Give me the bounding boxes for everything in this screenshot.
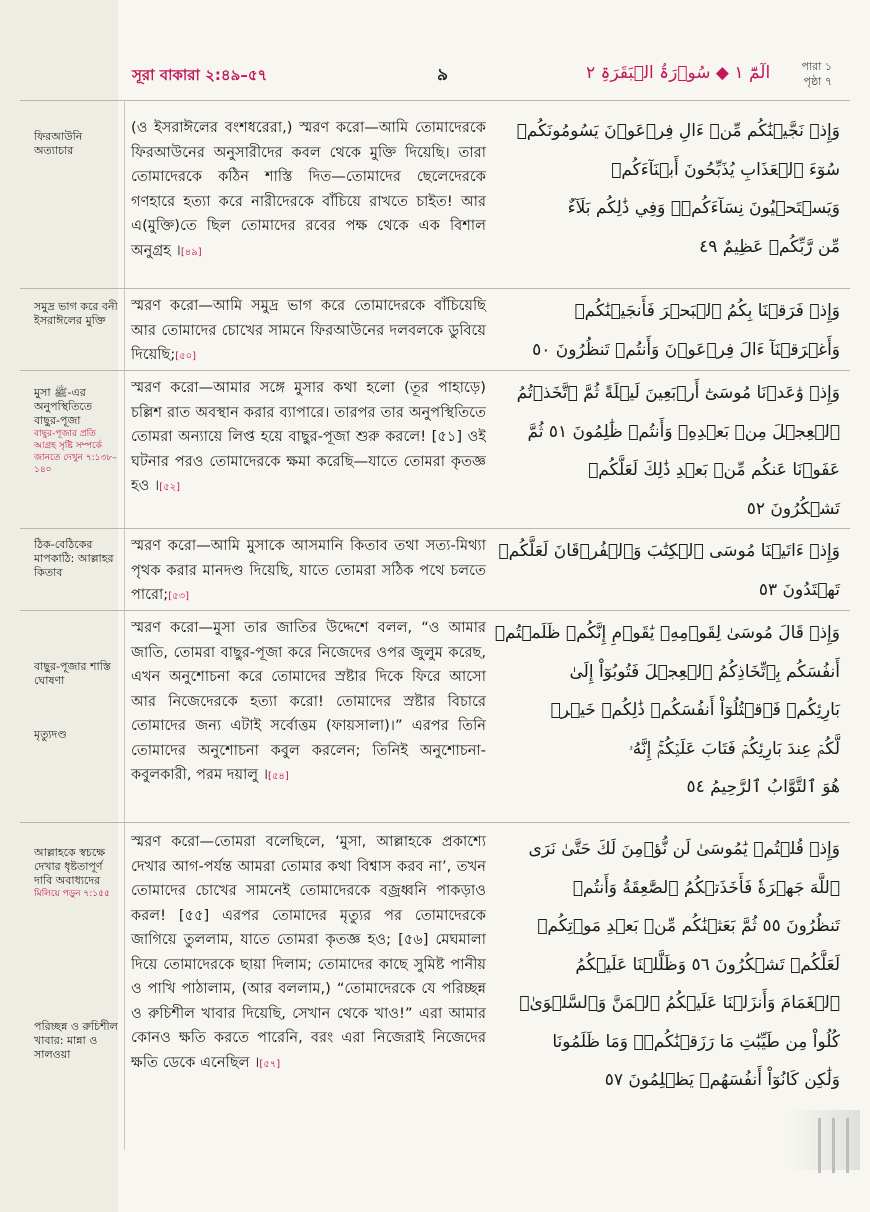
verse-number: [৫২] <box>159 482 181 493</box>
margin-note <box>34 846 120 900</box>
translation-text: স্মরণ করো—আমার সঙ্গে মুসার কথা হলো (তূর পাহাড়ে) চল্লিশ রাত অবস্থান করার ব্যাপারে। তারপর তার অনুপস্থিতিতে তোমরা অন্যায়ে লিপ্ত হয়ে বাছুর-পূজা শুরু করলে! [৫১] ওই ঘটনার পরও তোমাদেরকে ক্ষমা করেছি—যাতে তোমরা কৃতজ্ঞ হও । <box>131 379 486 494</box>
margin-note-text: ঠিক-বেঠিকের মাপকাঠি: আল্লাহর কিতাব <box>34 538 114 579</box>
para-label: পারা ১ <box>801 60 832 73</box>
verse-block-54 <box>0 612 870 822</box>
arabic-text <box>500 830 840 1100</box>
verse-number: [৫৭] <box>259 1058 281 1070</box>
arabic-line: ٱللَّهَ جَهۡرَةٗ فَأَخَذَتۡكُمُ ٱلصَّٰعِقَةُ وَأَنتُمۡ <box>572 877 840 898</box>
margin-note <box>34 538 120 580</box>
margin-note <box>34 660 120 688</box>
margin-note-text: আল্লাহকে স্বচক্ষে দেখার ধৃষ্টতাপূর্ণ দাবি অবাধ্যদের <box>34 846 106 887</box>
page-label: পৃষ্ঠা ৭ <box>803 75 832 88</box>
page-number: ৯ <box>437 65 449 85</box>
arabic-line: تَهۡتَدُونَ ٥٣ <box>758 579 840 600</box>
verse-block-53 <box>0 530 870 610</box>
arabic-text <box>500 532 840 609</box>
bengali-translation <box>131 830 486 1077</box>
arabic-line: وَإِذۡ قَالَ مُوسَىٰ لِقَوۡمِهِۦ يَٰقَوۡمِ إِنَّكُمۡ ظَلَمۡتُمۡ <box>494 623 840 643</box>
arabic-line: ٱلۡعِجۡلَ مِنۢ بَعۡدِهِۦ وَأَنتُمۡ ظَٰلِمُونَ ٥١ ثُمَّ <box>527 421 840 442</box>
arabic-line: وَيَسۡتَحۡيُونَ نِسَآءَكُمۡۚ وَفِي ذَٰلِكُم بَلَآءٌ <box>567 198 840 218</box>
cross-reference: মিলিয়ে পড়ুন ৭:১৫৫ <box>34 889 110 899</box>
arabic-line: كُلُواْ مِن طَيِّبَٰتِ مَا رَزَقۡنَٰكُمۡۚ وَمَا ظَلَمُونَا <box>552 1031 840 1052</box>
arabic-line: لَّكُمۡ عِندَ بَارِئِكُمۡ فَتَابَ عَلَيۡكُمۡۚ إِنَّهُۥ <box>628 738 840 759</box>
arabic-line: وَإِذۡ ءَاتَيۡنَا مُوسَى ٱلۡكِتَٰبَ وَٱلۡفُرۡقَانَ لَعَلَّكُمۡ <box>498 541 840 561</box>
translation-text: স্মরণ করো—আমি সমুদ্র ভাগ করে তোমাদেরকে বাঁচিয়েছি আর তোমাদের চোখের সামনে ফিরআউনের দলবলকে ডুবিয়ে দিয়েছি; <box>131 297 486 363</box>
margin-note <box>34 300 120 328</box>
margin-note-text: মৃত্যুদণ্ড <box>34 728 67 741</box>
verse-number: [৫৩] <box>168 591 189 602</box>
verse-block-51-52 <box>0 372 870 528</box>
verse-number: [৫৪] <box>268 771 289 782</box>
arabic-text <box>500 292 840 369</box>
arabic-text <box>500 112 840 266</box>
translation-text: স্মরণ করো—তোমরা বলেছিলে, ‘মুসা, আল্লাহকে প্রকাশ্যে দেখার আগ-পর্যন্ত আমরা তোমার কথা বিশ্বাস করব না’, তখন তোমাদের চোখের সামনেই তোমাদেরকে বজ্রধ্বনি পাকড়াও করল! [৫৫] এরপর তোমাদের মৃত্যুর পর তোমাদেরকে জাগিয়ে তুললাম, যাতে তোমরা কৃতজ্ঞ হও; [৫৬] মেঘমালা দিয়ে তোমাদেরকে ছায়া দিলাম; তোমাদের কাছে সুমিষ্ট পানীয় ও পাখি পাঠালাম, (আর বললাম,) “তোমাদেরকে যে পরিচ্ছন্ন ও রুচিশীল খাবার দিয়েছি, সেখান থেকে খাও!” এরা আমার কোনও ক্ষতি করতে পারেনি, বরং এরা নিজেরাই নিজেদের ক্ষতি ডেকে এনেছিল । <box>131 833 486 1071</box>
verse-number: [৫০] <box>175 351 197 362</box>
margin-note-text: ফিরআউনি অত্যাচার <box>34 130 83 157</box>
arabic-line: هُوَ ٱلتَّوَّابُ ٱلرَّحِيمُ ٥٤ <box>686 777 840 797</box>
page-edge-mark <box>846 1118 849 1173</box>
verse-number: [৪৯] <box>180 246 202 258</box>
arabic-line: وَإِذۡ وَٰعَدۡنَا مُوسَىٰٓ أَرۡبَعِينَ لَيۡلَةً ثُمَّ ٱتَّخَذۡتُمُ <box>516 383 840 403</box>
arabic-text <box>500 374 840 528</box>
page-edge-mark <box>818 1118 821 1173</box>
section-divider <box>20 370 850 371</box>
arabic-line: وَإِذۡ فَرَقۡنَا بِكُمُ ٱلۡبَحۡرَ فَأَنجَيۡنَٰكُمۡ <box>574 301 840 321</box>
arabic-line: وَأَغۡرَقۡنَآ ءَالَ فِرۡعَوۡنَ وَأَنتُمۡ تَنظُرُونَ ٥٠ <box>532 339 840 360</box>
bengali-translation <box>131 616 486 790</box>
verse-block-49 <box>0 108 870 288</box>
arabic-line: بَارِئِكُمۡ فَٱقۡتُلُوٓاْ أَنفُسَكُمۡ ذَٰلِكُمۡ خَيۡرٞ <box>550 700 840 720</box>
header-divider <box>20 100 850 101</box>
arabic-line: وَإِذۡ قُلۡتُمۡ يَٰمُوسَىٰ لَن نُّؤۡمِنَ لَكَ حَتَّىٰ نَرَى <box>528 839 840 859</box>
verse-block-50 <box>0 290 870 370</box>
margin-note <box>34 728 120 742</box>
translation-text: স্মরণ করো—আমি মুসাকে আসমানি কিতাব তথা সত্য-মিথ্যা পৃথক করার মানদণ্ড দিয়েছি, যাতে তোমরা সঠিক পথে চলতে পারো; <box>131 537 486 603</box>
translation-text: (ও ইসরাঈলের বংশধরেরা,) স্মরণ করো—আমি তোমাদেরকে ফিরআউনের অনুসারীদের কবল থেকে মুক্তি দিয়েছি। তারা তোমাদেরকে কঠিন শাস্তি দিত—তোমাদের ছেলেদেরকে গণহারে হত্যা করে নারীদেরকে বাঁচিয়ে রাখতে চাইত! আর এ(মুক্তি)তে ছিল তোমাদের রবের পক্ষ থেকে এক বিশাল অনুগ্রহ । <box>131 119 486 259</box>
bengali-translation <box>131 294 486 370</box>
section-divider <box>20 822 850 823</box>
arabic-line: لَعَلَّكُمۡ تَشۡكُرُونَ ٥٦ وَظَلَّلۡنَا عَلَيۡكُمُ <box>575 954 840 975</box>
arabic-line: ٱلۡغَمَامَ وَأَنزَلۡنَا عَلَيۡكُمُ ٱلۡمَنَّ وَٱلسَّلۡوَىٰۖ <box>519 993 840 1013</box>
translation-text: স্মরণ করো—মুসা তার জাতির উদ্দেশে বলল, “ও আমার জাতি, তোমরা বাছুর-পূজা করে নিজেদের ওপর জুলুম করেছ, এখন অনুশোচনা করে তোমাদের স্রষ্টার দিকে ফিরে আসো আর নিজেদেরকে হত্যা করো! তোমাদের স্রষ্টার বিচারে তোমাদের জন্য এটাই সর্বোত্তম (ফায়সালা)।” এরপর তিনি তোমাদের অনুশোচনা কবুল করলেন; তিনিই অনুশোচনা-কবুলকারী, পরম দয়ালু । <box>131 619 486 783</box>
arabic-line: تَنظُرُونَ ٥٥ ثُمَّ بَعَثۡنَٰكُم مِّنۢ بَعۡدِ مَوۡتِكُمۡ <box>537 916 840 936</box>
margin-note-text: মুসা ﷺ-এর অনুপস্থিতিতে বাছুর-পূজা <box>34 386 93 427</box>
arabic-line: سُوٓءَ ٱلۡعَذَابِ يُذَبِّحُونَ أَبۡنَآءَكُمۡ <box>611 159 840 180</box>
para-page-info <box>776 59 832 89</box>
margin-note-text: সমুদ্র ভাগ করে বনী ইসরাঈলের মুক্তি <box>34 300 118 327</box>
cross-reference: বাছুর-পূজার প্রতি আগ্রহ সৃষ্টি সম্পর্কে জানতে দেখুন ৭:১৩৮–১৪০ <box>34 429 117 475</box>
surah-reference: সূরা বাকারা ২:৪৯–৫৭ <box>132 66 268 84</box>
margin-note <box>34 130 120 158</box>
page-edge-mark <box>832 1118 835 1173</box>
page-curl-shadow <box>790 1110 860 1170</box>
arabic-text <box>494 614 840 807</box>
arabic-line: وَلَٰكِن كَانُوٓاْ أَنفُسَهُمۡ يَظۡلِمُونَ ٥٧ <box>604 1070 840 1090</box>
bengali-translation <box>131 534 486 610</box>
margin-note-text: বাছুর-পূজার শাস্তি ঘোষণা <box>34 660 111 687</box>
section-divider <box>20 288 850 289</box>
margin-note-text: পরিচ্ছন্ন ও রুচিশীল খাবার: মান্না ও সালওয়া <box>34 1020 118 1061</box>
verse-block-55-57 <box>0 824 870 1144</box>
arabic-line: عَفَوۡنَا عَنكُم مِّنۢ بَعۡدِ ذَٰلِكَ لَعَلَّكُمۡ <box>588 460 840 480</box>
arabic-line: وَإِذۡ نَجَّيۡنَٰكُم مِّنۡ ءَالِ فِرۡعَوۡنَ يَسُومُونَكُمۡ <box>516 121 840 141</box>
section-divider <box>20 528 850 529</box>
bengali-translation <box>131 376 486 501</box>
arabic-line: أَنفُسَكُم بِٱتِّخَاذِكُمُ ٱلۡعِجۡلَ فَتُوبُوٓاْ إِلَىٰ <box>569 661 840 682</box>
section-divider <box>20 610 850 611</box>
margin-note <box>34 386 120 476</box>
bengali-translation <box>131 116 486 265</box>
page-header <box>0 0 870 100</box>
arabic-line: مِّن رَّبِّكُمۡ عَظِيمٌ ٤٩ <box>699 236 840 257</box>
surah-title-arabic: الٓمّٓ ١ ◆ سُوۡرَۃُ الۡبَقَرَۃِ ٢ <box>586 63 771 83</box>
margin-note <box>34 1020 120 1062</box>
arabic-line: تَشۡكُرُونَ ٥٢ <box>746 498 840 519</box>
